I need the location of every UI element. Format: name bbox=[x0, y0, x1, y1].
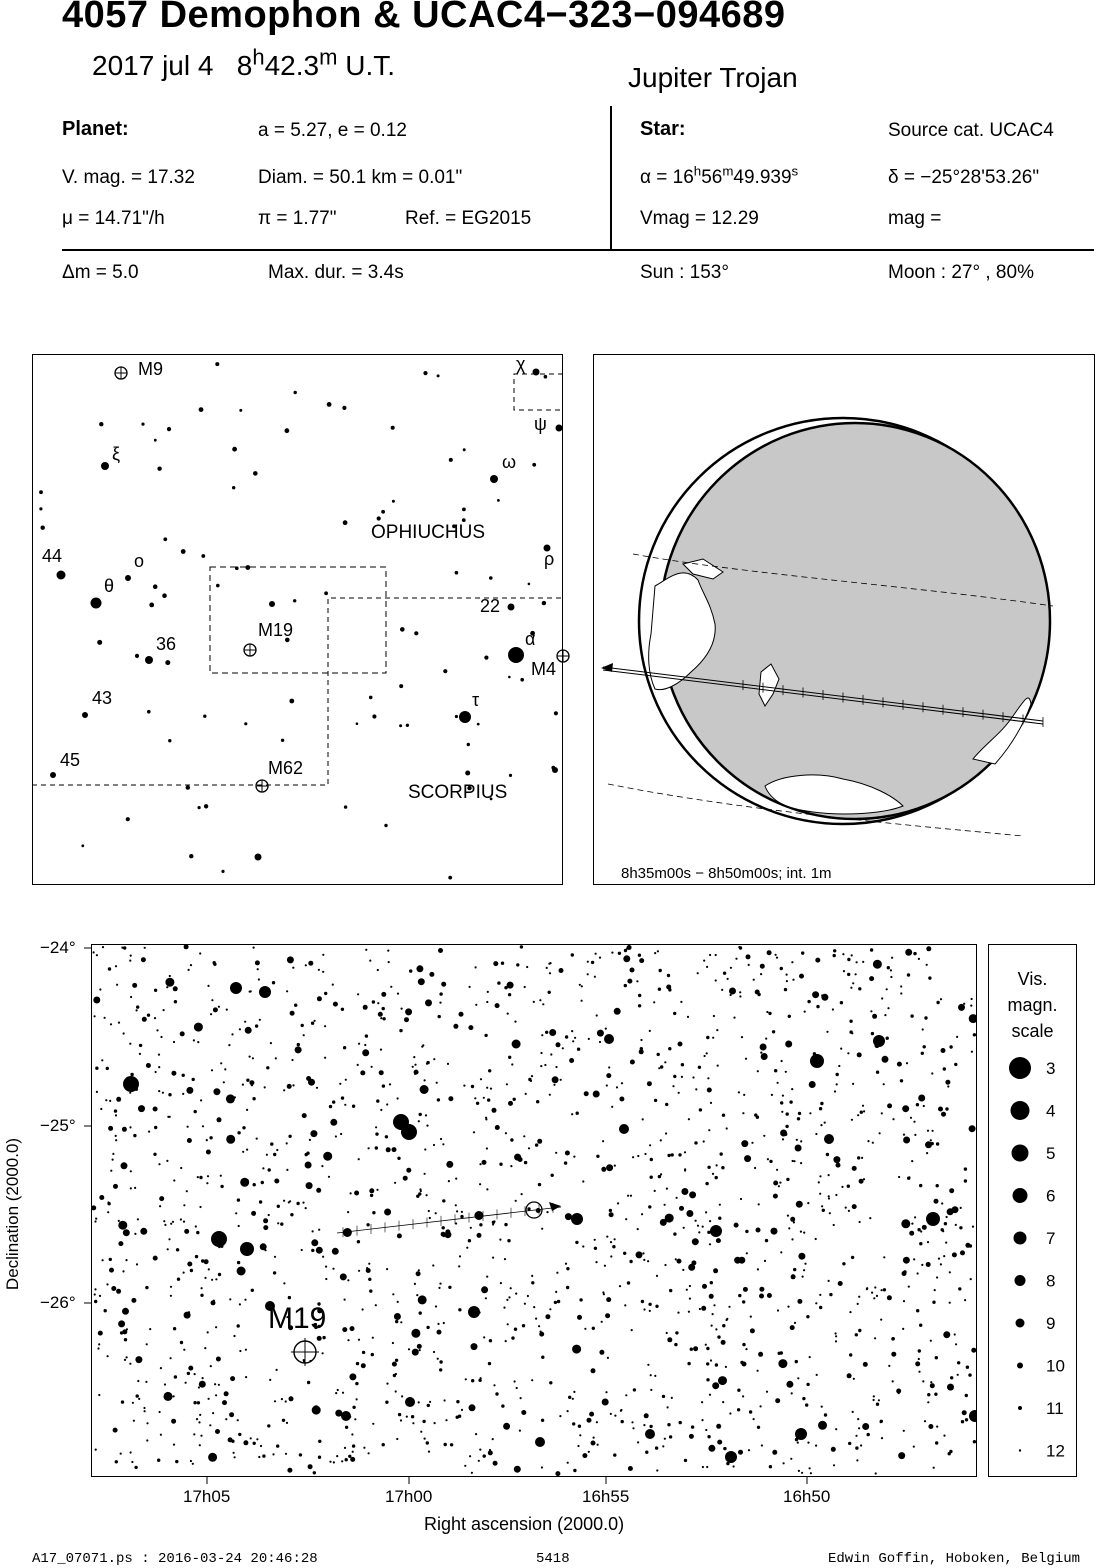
finder-star-label: M4 bbox=[531, 659, 557, 679]
finder-star bbox=[467, 743, 470, 746]
finder-star bbox=[293, 599, 296, 602]
finder-star bbox=[443, 669, 447, 673]
finder-star bbox=[377, 516, 381, 520]
planet-motion: μ = 14.71"/h bbox=[62, 208, 165, 229]
finder-star-label: 36 bbox=[156, 634, 177, 654]
finder-star-label: ξ bbox=[112, 444, 121, 464]
planet-diameter: Diam. = 50.1 km = 0.01" bbox=[258, 167, 463, 188]
star-declination: δ = −25°28'53.26" bbox=[888, 167, 1040, 188]
finder-star bbox=[198, 806, 201, 809]
finder-star-label: M62 bbox=[268, 758, 304, 778]
finder-star bbox=[145, 656, 153, 664]
finder-star-label: α bbox=[525, 629, 536, 649]
x-tick-label: 17h00 bbox=[385, 1487, 433, 1506]
legend-mag-label: 4 bbox=[1046, 1101, 1056, 1121]
finder-star bbox=[199, 407, 204, 412]
finder-star-label: ω bbox=[502, 452, 517, 472]
finder-star bbox=[289, 699, 294, 704]
legend-title-line: magn. bbox=[1007, 995, 1058, 1015]
y-axis-ticks bbox=[84, 948, 91, 1303]
finder-star bbox=[414, 631, 418, 635]
finder-star bbox=[50, 772, 56, 778]
finder-star bbox=[391, 426, 395, 430]
finder-star bbox=[255, 854, 262, 861]
planet-vmag: V. mag. = 17.32 bbox=[62, 167, 195, 188]
legend-mag-label: 10 bbox=[1046, 1356, 1065, 1376]
moon-info: Moon : 27° , 80% bbox=[888, 262, 1034, 283]
star-heading: Star: bbox=[640, 118, 686, 140]
finder-star bbox=[490, 475, 498, 483]
finder-star bbox=[399, 684, 403, 688]
finder-star bbox=[157, 467, 161, 471]
footer-file: A17_07071.ps : 2016-03-24 20:46:28 bbox=[32, 1551, 318, 1567]
legend-title-line: Vis. bbox=[1017, 969, 1048, 989]
finder-star bbox=[489, 576, 493, 580]
legend-dot bbox=[1014, 1232, 1027, 1245]
finder-star bbox=[477, 723, 480, 726]
chart-axes-ticks bbox=[0, 930, 1096, 1490]
finder-star bbox=[532, 463, 536, 467]
planet-parallax: π = 1.77" bbox=[258, 208, 337, 229]
legend-dot bbox=[1015, 1275, 1026, 1286]
finder-star bbox=[544, 375, 548, 379]
y-axis-title: Declination (2000.0) bbox=[3, 1137, 22, 1291]
x-tick-label: 17h05 bbox=[183, 1487, 231, 1506]
m19-chart-label: M19 bbox=[268, 1302, 327, 1335]
cluster-m4-icon bbox=[557, 650, 569, 662]
star-source-catalog: Source cat. UCAC4 bbox=[888, 120, 1054, 141]
finder-star bbox=[449, 458, 453, 462]
finder-star bbox=[399, 724, 402, 727]
finder-star bbox=[400, 627, 405, 632]
legend-mag-label: 9 bbox=[1046, 1314, 1056, 1333]
finder-star bbox=[232, 486, 235, 489]
finder-star bbox=[135, 654, 139, 658]
finder-star bbox=[201, 554, 205, 558]
finder-star bbox=[91, 598, 102, 609]
x-axis-ticks bbox=[207, 1477, 807, 1484]
finder-star-label: 43 bbox=[92, 688, 113, 708]
legend-mag-label: 11 bbox=[1046, 1399, 1064, 1418]
finder-star bbox=[165, 660, 170, 665]
finder-star bbox=[39, 507, 42, 510]
finder-star bbox=[448, 876, 452, 880]
finder-star-label: χ bbox=[516, 354, 526, 374]
finder-star bbox=[216, 584, 220, 588]
finder-star bbox=[455, 715, 458, 718]
legend-dots bbox=[988, 1050, 1077, 1470]
finder-star bbox=[162, 593, 167, 598]
finder-star bbox=[181, 549, 186, 554]
star-mag: mag = bbox=[888, 208, 942, 229]
time-system: U.T. bbox=[337, 50, 395, 81]
finder-star bbox=[551, 766, 555, 770]
finder-star bbox=[163, 537, 167, 541]
event-date: 2017 jul 4 bbox=[92, 50, 214, 81]
constellation-ophiuchus: OPHIUCHUS bbox=[371, 522, 486, 543]
finder-star bbox=[189, 854, 193, 858]
constellation-scorpius: SCORPIUS bbox=[408, 782, 508, 803]
event-minute: 42.3 bbox=[264, 50, 320, 81]
star-vmag: Vmag = 12.29 bbox=[640, 208, 759, 229]
legend-mag-label: 8 bbox=[1046, 1271, 1056, 1291]
ra-hours: α = 16 bbox=[640, 167, 694, 188]
finder-star bbox=[141, 423, 144, 426]
finder-star bbox=[369, 696, 373, 700]
page-title: 4057 Demophon & UCAC4−323−094689 bbox=[62, 0, 786, 36]
legend-dot bbox=[1019, 1449, 1021, 1451]
legend-dot bbox=[1009, 1057, 1031, 1079]
x-tick-label: 16h50 bbox=[783, 1487, 831, 1506]
finder-star-label: ψ bbox=[534, 414, 547, 434]
object-type: Jupiter Trojan bbox=[628, 62, 798, 93]
finder-star bbox=[147, 710, 151, 714]
finder-star bbox=[554, 711, 558, 715]
legend-dot bbox=[1012, 1145, 1029, 1162]
finder-star bbox=[126, 817, 130, 821]
legend-dot bbox=[1017, 1363, 1023, 1369]
finder-star bbox=[203, 715, 206, 718]
cluster-m9-icon bbox=[115, 367, 127, 379]
finder-star bbox=[253, 471, 258, 476]
finder-star bbox=[101, 462, 109, 470]
time-interval-caption: 8h35m00s − 8h50m00s; int. 1m bbox=[621, 865, 832, 882]
finder-star bbox=[508, 676, 511, 679]
finder-star bbox=[327, 402, 332, 407]
legend-mag-label: 5 bbox=[1046, 1144, 1056, 1163]
finder-star bbox=[497, 499, 500, 502]
footer-author: Edwin Goffin, Hoboken, Belgium bbox=[828, 1551, 1081, 1567]
finder-star bbox=[221, 870, 224, 873]
finder-star bbox=[528, 583, 531, 586]
finder-star bbox=[509, 774, 512, 777]
finder-star bbox=[556, 425, 563, 432]
delta-magnitude: Δm = 5.0 bbox=[62, 262, 139, 283]
legend-dot bbox=[1011, 1101, 1030, 1120]
finder-star bbox=[167, 427, 171, 431]
finder-star bbox=[281, 739, 284, 742]
y-tick-label: −25° bbox=[40, 1116, 76, 1135]
finder-star bbox=[508, 604, 515, 611]
planet-heading: Planet: bbox=[62, 118, 129, 140]
planet-reference: Ref. = EG2015 bbox=[405, 208, 532, 229]
y-tick-label: −26° bbox=[40, 1293, 76, 1312]
earth-globe-svg bbox=[593, 354, 1095, 885]
finder-star bbox=[99, 422, 103, 426]
finder-star bbox=[462, 508, 466, 512]
legend-dot bbox=[1018, 1406, 1022, 1410]
finder-star bbox=[437, 374, 440, 377]
legend-mag-label: 7 bbox=[1046, 1229, 1056, 1248]
finder-star bbox=[154, 439, 157, 442]
finder-star-label: M9 bbox=[138, 359, 164, 379]
finder-star bbox=[384, 824, 387, 827]
finder-star bbox=[81, 844, 84, 847]
finder-star bbox=[459, 711, 471, 723]
finder-star bbox=[484, 656, 488, 660]
finder-star bbox=[344, 805, 347, 808]
legend-title bbox=[988, 966, 1077, 1044]
finder-star-label: ρ bbox=[544, 549, 555, 569]
finder-star bbox=[465, 771, 470, 776]
finder-star bbox=[125, 575, 131, 581]
finder-star bbox=[239, 409, 242, 412]
finder-star bbox=[508, 647, 524, 663]
finder-star bbox=[324, 591, 328, 595]
finder-star bbox=[186, 785, 190, 789]
legend-dot bbox=[1013, 1188, 1028, 1203]
footer-number: 5418 bbox=[536, 1551, 570, 1567]
minute-unit: m bbox=[319, 44, 338, 70]
ra-s-unit: s bbox=[791, 163, 799, 179]
finder-star bbox=[149, 603, 154, 608]
y-tick-label: −24° bbox=[40, 938, 76, 957]
finder-star bbox=[232, 447, 237, 452]
finder-star bbox=[542, 601, 546, 605]
x-tick-label: 16h55 bbox=[582, 1487, 630, 1506]
finder-star bbox=[82, 712, 88, 718]
legend-mag-label: 12 bbox=[1046, 1441, 1065, 1461]
x-axis-title: Right ascension (2000.0) bbox=[424, 1514, 625, 1534]
cluster-m62-icon bbox=[256, 780, 268, 792]
finder-star bbox=[168, 739, 171, 742]
finder-star bbox=[39, 490, 43, 494]
finder-star bbox=[245, 565, 250, 570]
finder-star bbox=[244, 722, 247, 725]
hour-unit: h bbox=[252, 44, 265, 70]
finder-star-label: θ bbox=[104, 576, 115, 596]
legend-dot bbox=[1016, 1319, 1025, 1328]
ra-minutes: 56 bbox=[701, 167, 723, 188]
max-duration: Max. dur. = 3.4s bbox=[268, 262, 404, 283]
finder-star bbox=[406, 724, 409, 727]
finder-star bbox=[97, 640, 102, 645]
finder-star-label: τ bbox=[472, 690, 480, 710]
finder-star-label: o bbox=[134, 551, 145, 571]
finder-star-label: 22 bbox=[480, 596, 501, 616]
finder-star bbox=[520, 678, 524, 682]
finder-star bbox=[392, 500, 395, 503]
finder-star bbox=[372, 714, 376, 718]
sun-elongation: Sun : 153° bbox=[640, 262, 729, 283]
finder-star bbox=[463, 448, 466, 451]
ra-seconds: 49.939 bbox=[733, 167, 792, 188]
ra-m-unit: m bbox=[722, 163, 734, 179]
finder-star bbox=[57, 571, 66, 580]
finder-star bbox=[41, 526, 45, 530]
finder-star bbox=[342, 406, 346, 410]
finder-star bbox=[285, 428, 290, 433]
finder-star bbox=[423, 371, 427, 375]
finder-star bbox=[455, 571, 459, 575]
legend-title-line: scale bbox=[1011, 1021, 1054, 1041]
finder-star bbox=[204, 804, 208, 808]
finder-star bbox=[381, 510, 385, 514]
legend-mag-label: 3 bbox=[1046, 1059, 1056, 1078]
detail-field-rectangle bbox=[210, 567, 386, 673]
finder-star bbox=[343, 520, 348, 525]
finder-star bbox=[215, 362, 219, 366]
finder-star-label: 45 bbox=[60, 750, 81, 770]
finder-star bbox=[294, 391, 297, 394]
earth-globe bbox=[639, 418, 1050, 824]
legend-mag-label: 6 bbox=[1046, 1186, 1056, 1206]
planet-orbit: a = 5.27, e = 0.12 bbox=[258, 120, 407, 141]
constellation-boundary-corner bbox=[514, 374, 563, 410]
event-hour: 8 bbox=[236, 50, 253, 81]
ra-h-unit: h bbox=[693, 163, 702, 179]
finder-star bbox=[356, 722, 359, 725]
finder-star bbox=[153, 584, 158, 589]
finder-star-label: M19 bbox=[258, 620, 294, 640]
finder-star-label: 44 bbox=[42, 546, 63, 566]
finder-star bbox=[269, 601, 275, 607]
cluster-m19-icon bbox=[244, 644, 256, 656]
